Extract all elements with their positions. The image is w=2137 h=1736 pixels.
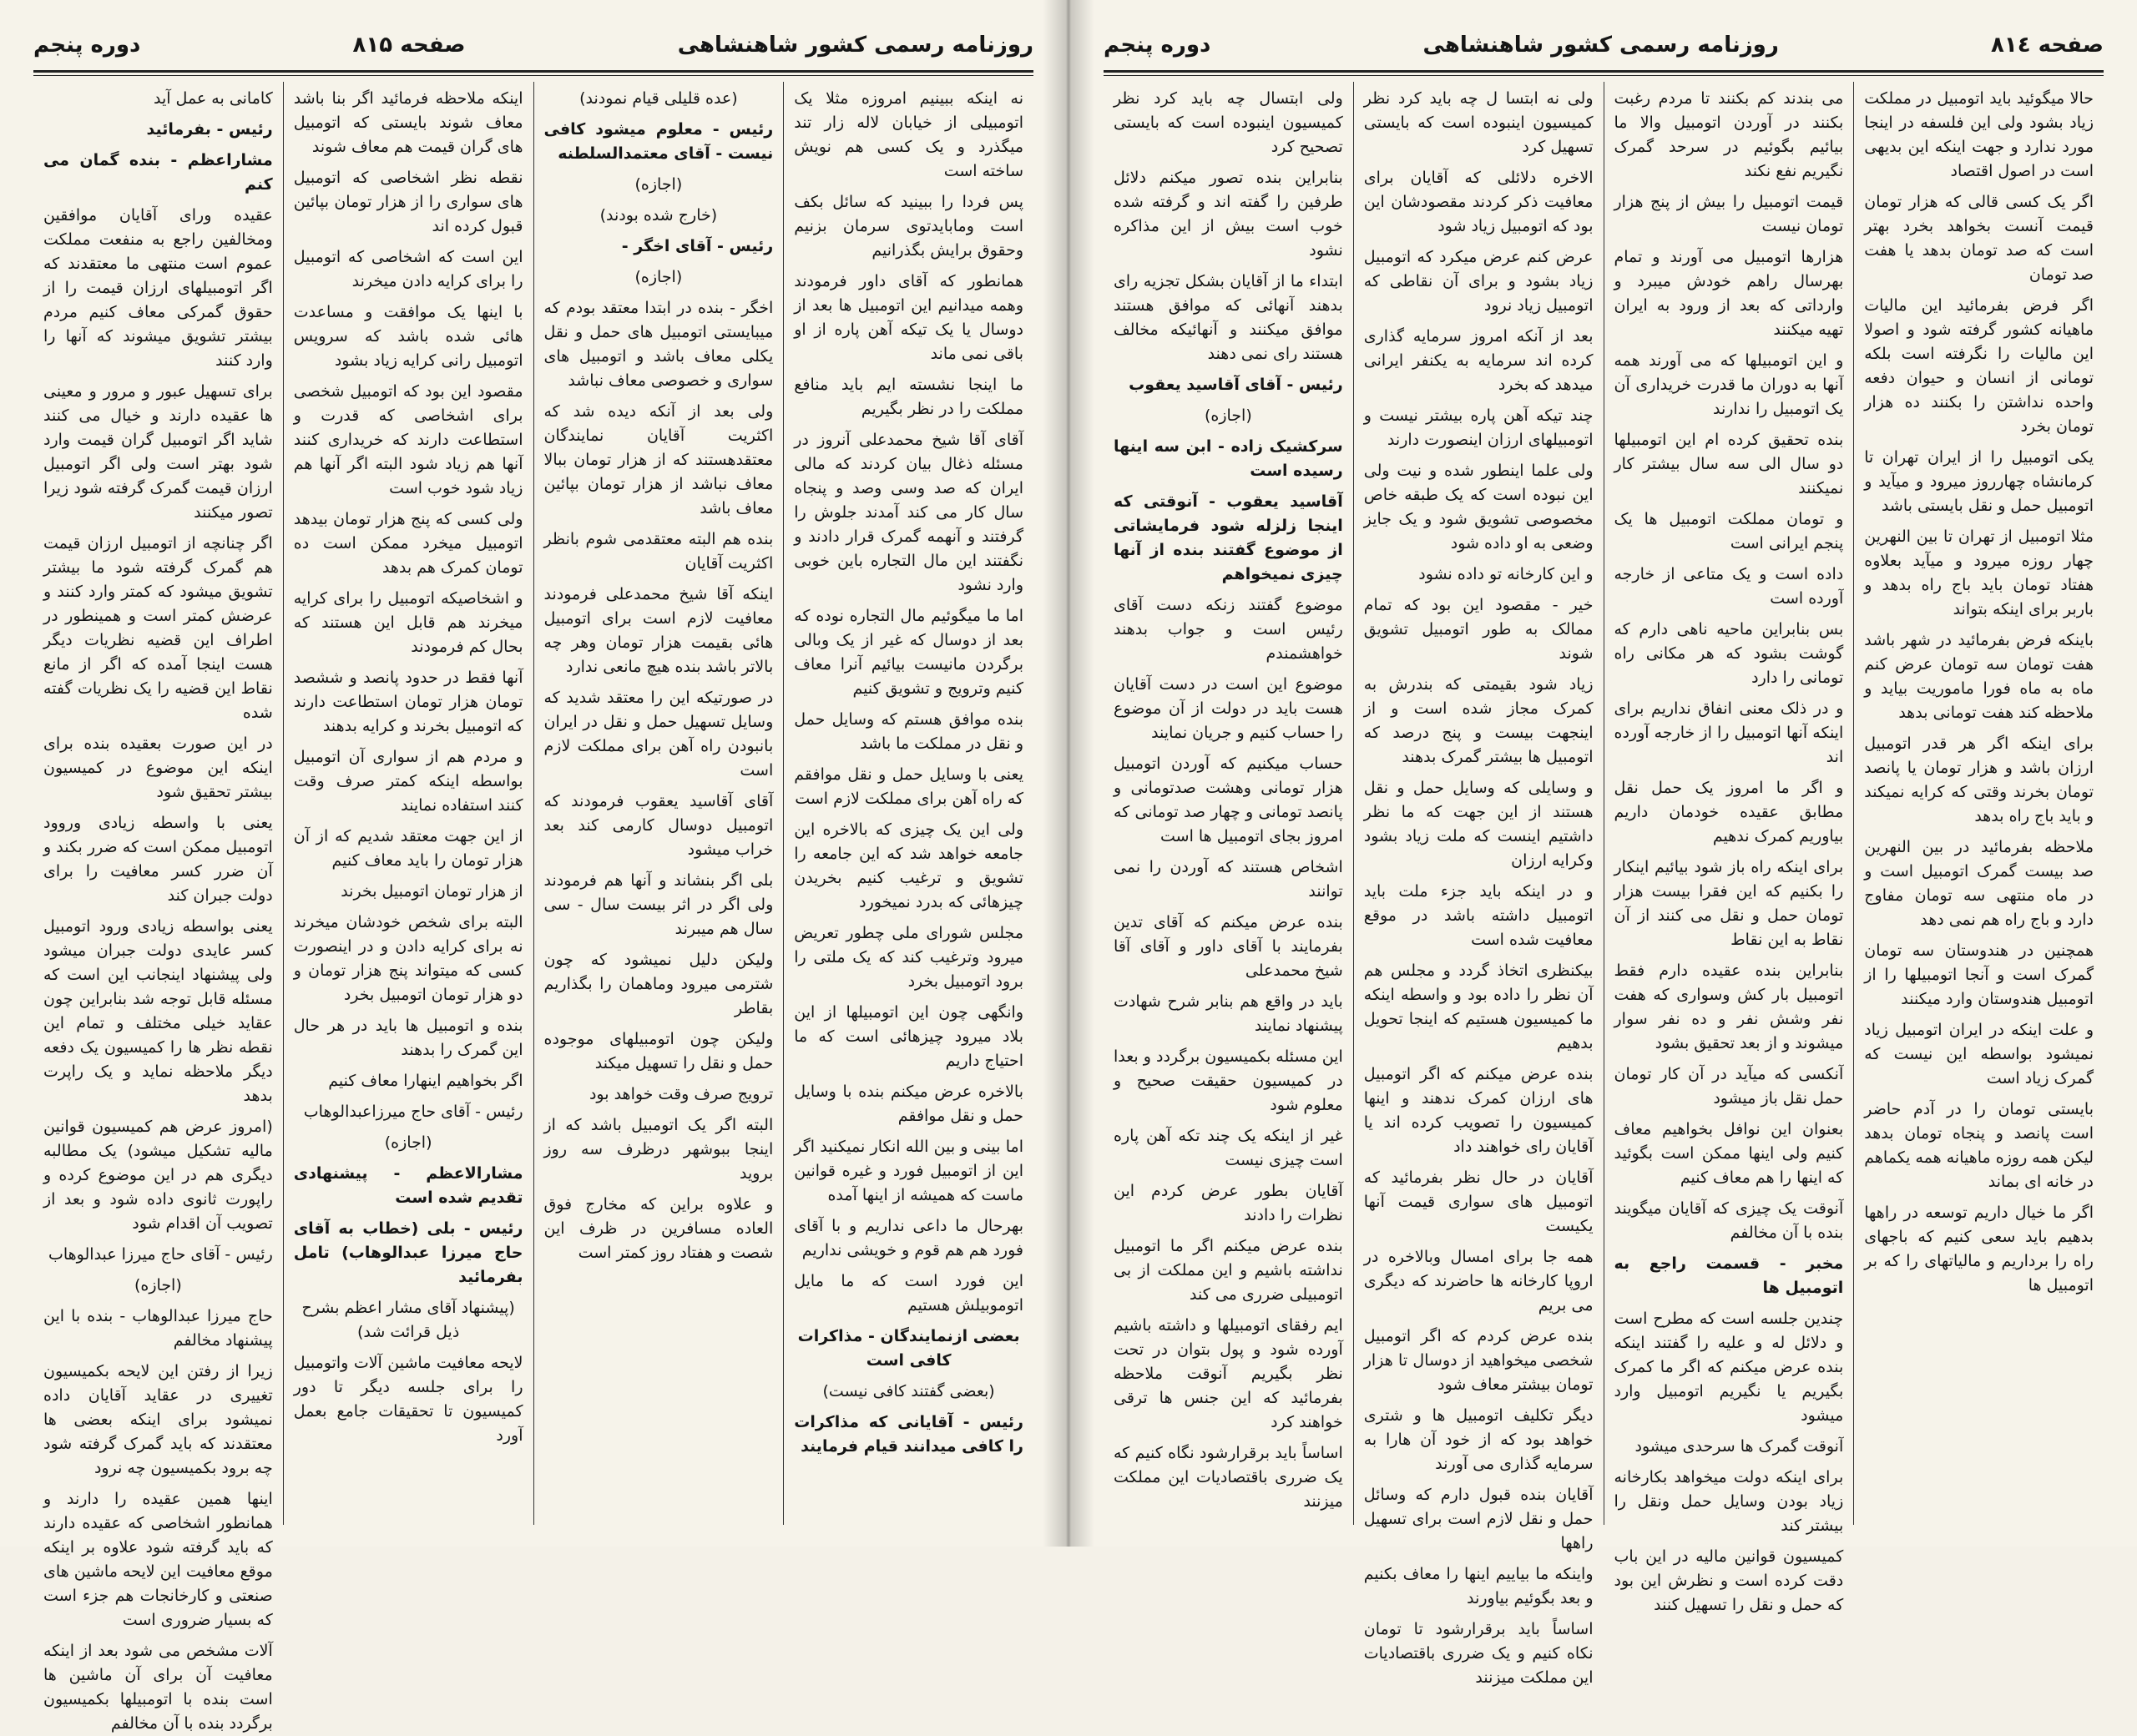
paragraph: اینها همین عقیده را دارند و همانطور اشخاصی که عقیده دارند که باید گرفته شود علاوه بر اینکه موقع معافیت این لایحه ماشین های صنعتی و کارخانجات هم جزء است که بسیار ضروری است <box>43 1490 273 1629</box>
speaker-line: رئیس - معلوم میشود کافی نیست - آقای معتمدالسلطنه <box>543 120 774 163</box>
text-column <box>783 82 1033 1525</box>
speaker-line: رئیس - بفرمائید <box>146 120 273 139</box>
paragraph: رئیس - آقای حاج میرزا عبدالوهاب <box>48 1245 273 1264</box>
paragraph: ترویج صرف وقت خواهد بود <box>589 1085 774 1103</box>
paragraph: آنوقت گمرک ها سرحدی میشود <box>1634 1437 1844 1456</box>
header-volume: دوره پنجم <box>1104 33 1211 58</box>
paragraph: بنده موافق هستم که وسایل حمل و نقل در مملکت ما باشد <box>794 710 1023 753</box>
paragraph: آلات مشخص می شود بعد از اینکه معافیت آن برای آن ماشین ها است بنده با اتومبیلها بکمیسیون برگردد بنده با آن مخالفم <box>43 1642 273 1733</box>
page-814 <box>1070 0 2137 1687</box>
paragraph: اساساً باید برقرارشود نگاه کنیم که یک ضرری باقتصادیات این مملکت میزنند <box>1114 1444 1343 1511</box>
text-column <box>1853 82 2104 1525</box>
speaker-line: مشارالاعظم - پیشنهادی تقدیم شده است <box>293 1164 523 1207</box>
speaker-line: سرکشیک زاده - ابن سه اینها رسیده است <box>1114 437 1343 480</box>
paragraph: بنده عرض کردم که اگر اتومبیل شخصی میخواهید از دوسال تا هزار تومان بیشتر معاف شود <box>1363 1327 1594 1394</box>
paragraph: بیکنظری اتخاذ گردد و مجلس هم آن نظر را داده بود و واسطه اینکه ما کمیسیون هستیم که اینجا تحویل بدهیم <box>1363 961 1594 1052</box>
parenthetical-note: (خارج شده بودند) <box>599 206 718 225</box>
paragraph: و اشخاصیکه اتومبیل را برای کرایه میخرند هم قابل این هستند که بحال کم فرمودند <box>293 589 523 656</box>
paragraph: ولی علما اینطور شده و نیت ولی این نبوده است که یک طبقه خاص مخصوصی تشویق شود و یک جایز وضعی به او داده شود <box>1363 462 1594 553</box>
speaker-line: رئیس - آقایانی که مذاکرات را کافی میدانند قیام فرمایند <box>794 1413 1023 1456</box>
paragraph: اگر ما خیال داریم توسعه در راهها بدهیم باید سعی کنیم که باجهای راه را برداریم و مالیاتهای را که بر اتومبیل ها <box>1864 1204 2094 1294</box>
paragraph: اگر بخواهیم اینهارا معاف کنیم <box>328 1072 523 1090</box>
paragraph: برای اینکه اگر هر قدر اتومبیل ارزان باشد و هزار تومان یا پانصد تومان بخرند وقتی که کرایه نمیکند و باید باج راه بدهد <box>1864 734 2094 825</box>
paragraph: عقیده ورای آقایان موافقین ومخالفین راجع به منفعت مملکت عموم است منتهی ما معتقدند که اگر اتومبیلهای ارزان قیمت را از حقوق گمرکی معاف کنیم مردم بیشتر تشویق میشوند که آنها را وارد کنند <box>43 206 273 370</box>
paragraph: اخگر - بنده در ابتدا معتقد بودم که میبایستی اتومبیل های حمل و نقل یکلی معاف باشد و اتومبیل های سواری و خصوصی معاف نباشد <box>543 299 774 390</box>
speaker-line: مشاراعظم - بنده گمان می کنم <box>43 151 273 194</box>
header-newspaper-title: روزنامه رسمی کشور شاهنشاهی <box>1422 33 1779 58</box>
paragraph: و علاوه براین که مخارج فوق العاده مسافرین در ظرف این شصت و هفتاد روز کمتر است <box>543 1195 774 1262</box>
paragraph: ایم رفقای اتومبیلها و داشته باشیم آورده شود و پول بتوان در تحت نظر بگیریم آنوقت ملاحظه بفرمائید که این جنس ها ترقی خواهند کرد <box>1114 1316 1343 1431</box>
paragraph: نه اینکه ببینیم امروزه مثلا یک اتومبیلی از خیابان لاله زار تند میگذرد و یک کسی هم نویش ساخته است <box>794 89 1023 180</box>
paragraph: ابتداء ما از آقایان بشکل تجزیه رای بدهند آنهائی که موافق هستند موافق میکنند و آنهائیکه مخالف هستند رای نمی دهند <box>1114 272 1343 363</box>
paragraph: باینکه فرض بفرمائید در شهر باشد هفت تومان سه تومان عرض کنم ماه به ماه فورا ماموریت بیاید و ملاحظه کند هفت تومانی بدهد <box>1864 631 2094 722</box>
parenthetical-note: (اجازه) <box>1204 406 1252 425</box>
paragraph: و این اتومبیلها که می آورند همه آنها به دوران ما قدرت خریداری آن یک اتومبیل را ندارند <box>1614 351 1844 418</box>
paragraph: ولی ابتسال چه باید کرد نظر کمیسیون اینبوده است که بایستی تصحیح کرد <box>1114 89 1343 156</box>
paragraph: ولیکن چون اتومبیلهای موجوده حمل و نقل را تسهیل میکند <box>543 1030 774 1072</box>
header-page-number: صفحه ۸۱۵ <box>352 33 466 58</box>
paragraph: موضوع گفتند زنکه دست آقای رئیس است و جواب بدهند خواهشمندم <box>1114 596 1343 663</box>
paragraph: یعنی با وسایل حمل و نقل موافقم که راه آهن برای مملکت لازم است <box>794 765 1023 808</box>
page-header <box>1104 25 2104 65</box>
header-rule-thin <box>33 75 1033 76</box>
text-column <box>533 82 784 1525</box>
page-header <box>33 25 1033 65</box>
paragraph: در صورتیکه این را معتقد شدید که وسایل تسهیل حمل و نقل در ایران بانبودن راه آهن برای مملکت لازم است <box>543 689 774 780</box>
paragraph: برای اینکه دولت میخواهد بکارخانه زیاد بودن وسایل حمل ونقل را بیشتر کند <box>1614 1468 1844 1535</box>
paragraph: چند تیکه آهن پاره بیشتر نیست و اتومبیلهای ارزان اینصورت دارند <box>1363 406 1594 449</box>
paragraph: اگر یک کسی قالی که هزار تومان قیمت آنست بخواهد بخرد بهتر است که صد تومان بدهد یا هفت صد تومان <box>1864 193 2094 284</box>
paragraph: آقایان در حال نظر بفرمائید که اتومبیل های سواری قیمت آنها یکیست <box>1363 1168 1594 1235</box>
paragraph: اگر چنانچه از اتومبیل ارزان قیمت هم گمرک گرفته شود ما بیشتر تشویق میشود که کمتر وارد کنند و عرضش کمتر است و همینطور در اطراف این قضیه نظریات دیگر هست اینجا آمده که اگر از مانع نقاط این قضیه را یک نظریات گفته شده <box>43 534 273 722</box>
paragraph: آنوقت یک چیزی که آقایان میگویند بنده با آن مخالفم <box>1614 1199 1844 1242</box>
paragraph: و مردم هم از سواری آن اتومبیل بواسطه اینکه کمتر صرف وقت کنند استفاده نمایند <box>293 748 523 815</box>
paragraph: رئیس - آقای حاج میرزاعبدالوهاب <box>303 1103 523 1121</box>
paragraph: ولی کسی که پنج هزار تومان بیدهد اتومبیل میخرد ممکن است ده تومان کمرک هم بدهد <box>293 510 523 577</box>
paragraph: آقای آقاسید یعقوب فرمودند که اتومبیل دوسال کارمی کند بعد خراب میشود <box>543 792 774 859</box>
centered-heading: بعضی ازنمایندگان - مذاکرات کافی است <box>797 1327 1020 1370</box>
paragraph: باید در واقع هم بنابر شرح شهادت پیشنهاد نمایند <box>1114 992 1343 1035</box>
paragraph: برای اینکه راه باز شود بیائیم اینکار را بکنیم که این فقرا بیست هزار تومان حمل و نقل می کنند از آن نقاط به این نقاط <box>1614 858 1844 949</box>
paragraph: خیر - مقصود این بود که تمام ممالک به طور اتومبیل تشویق شوند <box>1363 596 1594 663</box>
paragraph: مقصود این بود که اتومبیل شخصی برای اشخاصی که قدرت و استطاعت دارند که خریداری کنند آنها هم زیاد شود البته اگر آنها هم زیاد شود خوب است <box>293 382 523 497</box>
paragraph: اما ما میگوئیم مال التجاره نوده که بعد از دوسال که غیر از یک وبالی برگردن مانیست بیائیم آنرا معاف کنیم وترویج و تشویق کنیم <box>794 607 1023 698</box>
paragraph: زیاد شود بقیمتی که بندرش به کمرک مجاز شده است و از اینجهت بیست و پنج درصد که اتومبیل ها بیشتر گمرک بدهند <box>1363 675 1594 766</box>
paragraph: بعنوان این نوافل بخواهیم معاف کنیم ولی اینها ممکن است بگوئید که اینها را هم معاف کنیم <box>1614 1120 1844 1187</box>
paragraph: و علت اینکه در ایران اتومبیل زیاد نمیشود بواسطه این نیست که گمرک زیاد است <box>1864 1021 2094 1088</box>
text-column <box>1604 82 1854 1614</box>
paragraph: بنابراین بنده عقیده دارم فقط اتومبیل بار کش وسواری که هفت نفر وشش نفر و ده نفر سوار میشوند و از بعد تحقیق بشود <box>1614 961 1844 1052</box>
paragraph: حساب میکنیم که آوردن اتومبیل هزار تومانی وهشت صدتومانی و پانصد تومانی و چهار صد تومانی که امروز بجای اتومبیل ها است <box>1114 754 1343 845</box>
paragraph: حالا میگوئید باید اتومبیل در مملکت زیاد بشود ولی این فلسفه در اینجا مورد ندارد و جهت اینکه این بدیهی است در اصول اقتصاد <box>1864 89 2094 180</box>
paragraph: چندین جلسه است که مطرح است و دلائل له و علیه را گفتند اینکه بنده عرض میکنم که اگر ما کمرک بگیریم یا نگیریم اتومبیل وارد میشود <box>1614 1310 1844 1425</box>
paragraph: وانگهی چون این اتومبیلها از این بلاد میرود چیزهائی است که ما احتیاج داریم <box>794 1003 1023 1070</box>
paragraph: بعد از آنکه امروز سرمایه گذاری کرده اند سرمایه به یکنفر ایرانی میدهد که بخرد <box>1363 327 1594 394</box>
paragraph: و این کارخانه تو داده نشود <box>1418 565 1594 583</box>
paragraph: اگر فرض بفرمائید این مالیات ماهیانه کشور گرفته شود و اصولا این مالیات را نگرفته است بلکه تومانی از انسان و حیوان دفعه واحده نداشتن را بکنند ده هزار تومان بخرد <box>1864 296 2094 436</box>
paragraph: از هزار تومان اتومبیل بخرند <box>341 882 523 901</box>
paragraph: بنابراین بنده تصور میکنم دلائل طرفین را گفته اند و گرفته شده خوب است بیش از این مذاکره نشود <box>1114 169 1343 260</box>
paragraph: همانطور که آقای داور فرمودند وهمه میدانیم این اتومبیل ها بعد از دوسال یا یک تیکه آهن پاره از او باقی نمی ماند <box>794 272 1023 363</box>
paragraph: غیر از اینکه یک چند تکه آهن پاره است چیزی نیست <box>1114 1127 1343 1169</box>
paragraph: ولی نه ابتسا ل چه باید کرد نظر کمیسیون اینبوده است که بایستی تسهیل کرد <box>1363 89 1594 156</box>
paragraph: همه جا برای امسال وبالاخره در اروپا کارخانه ها حاضرند که دیگری می بریم <box>1363 1248 1594 1315</box>
paragraph: و تومان مملکت اتومبیل ها یک پنجم ایرانی است <box>1614 510 1844 553</box>
paragraph: بنده عرض میکنم اگر ما اتومبیل نداشته باشیم و این مملکت از بی اتومبیلی ضرری می کند <box>1114 1237 1343 1304</box>
paragraph: یعنی بواسطه زیادی ورود اتومبیل کسر عایدی دولت جبران میشود ولی پیشنهاد اینجانب این است که مسئله قابل توجه شد بنابراین چون عقاید خیلی مختلف و تمام این نقطه نظر ها را کمیسیون یک دفعه دیگر ملاحظه نماید و یک راپرت بدهد <box>43 917 273 1105</box>
paragraph: کمیسیون قوانین مالیه در این باب دقت کرده است و نظرش این بود که حمل و نقل را تسهیل کنند <box>1614 1547 1844 1614</box>
paragraph: از این جهت معتقد شدیم که از آن هزار تومان را باید معاف کنیم <box>293 827 523 870</box>
paragraph: البته اگر یک اتومبیل باشد که از اینجا ببوشهر درظرف سه روز بروید <box>543 1116 774 1183</box>
header-page-number: صفحه ۸۱٤ <box>1990 33 2104 58</box>
parenthetical-note: (اجازه) <box>134 1276 182 1294</box>
paragraph: آقایان بطور عرض کردم این نظرات را دادند <box>1114 1182 1343 1224</box>
paragraph: پس فردا را ببینید که سائل بکف است ومابایدتوی سرمان بزنیم وحقوق برایش بگذرانیم <box>794 193 1023 260</box>
paragraph: لایحه معافیت ماشین آلات واتومبیل را برای جلسه دیگر تا دور کمیسیون تا تحقیقات جامع بعمل آورد <box>293 1354 523 1445</box>
paragraph: اینکه ملاحظه فرمائید اگر بنا باشد معاف شوند بایستی که اتومبیل های گران قیمت هم معاف شوند <box>293 89 523 156</box>
paragraph: حاج میرزا عبدالوهاب - بنده با این پیشنهاد مخالفم <box>43 1307 273 1350</box>
parenthetical-note: (اجازه) <box>634 268 683 286</box>
paragraph: مثلا اتومبیل از تهران تا بین النهرین چهار روزه میرود و میآید بعلاوه هفتاد تومان باید باج راه بدهد و باربر برای اینکه بتواند <box>1864 527 2094 618</box>
paragraph: مجلس شورای ملی چطور تعریض میرود وترغیب کند که یک ملتی را برود اتومبیل بخرد <box>794 924 1023 991</box>
paragraph: اینکه آقا شیخ محمدعلی فرمودند معافیت لازم است برای اتومبیل هائی بقیمت هزار تومان وهر چه بالاتر باشد بنده هیچ مانعی ندارد <box>543 585 774 676</box>
paragraph: بنده تحقیق کرده ام این اتومبیلها دو سال الی سه سال بیشتر کار نمیکنند <box>1614 431 1844 497</box>
paragraph: بنده هم البته معتقدمی شوم بانظر اکثریت آقایان <box>543 530 774 573</box>
paragraph: می بندند کم بکنند تا مردم رغبت بکنند در آوردن اتومبیل والا ما بیائیم بگوئیم در سرحد گمرک نگیریم نفع نکند <box>1614 89 1844 180</box>
paragraph: اما بینی و بین الله انکار نمیکنید اگر این از اتومبیل فورد و غیره قوانین ماست که همیشه از اینها آمده <box>794 1138 1023 1204</box>
paragraph: بایستی تومان را در آدم حاضر است پانصد و پنجاه تومان بدهد لیکن همه روزه ماهیانه همه یکماهم در خانه ای بماند <box>1864 1100 2094 1191</box>
paragraph: بنده عرض میکنم که آقای تدین بفرمایند با آقای داور و آقای آقا شیخ محمدعلی <box>1114 913 1343 980</box>
parenthetical-note: (عده قلیلی قیام نمودند) <box>579 89 738 108</box>
paragraph: این فورد است که ما مایل اتوموبیلش هستیم <box>794 1272 1023 1315</box>
parenthetical-note: (بعضی گفتند کافی نیست) <box>822 1382 995 1400</box>
paragraph: و در اینکه باید جزء ملت باید اتومبیل داشته باشد در موقع معافیت شده است <box>1363 882 1594 949</box>
header-volume: دوره پنجم <box>33 33 141 58</box>
paragraph: بهرحال ما داعی نداریم و با آقای فورد هم هم قوم و خویشی نداریم <box>794 1217 1023 1259</box>
paragraph: دیگر تکلیف اتومبیل ها و شتری خواهد بود که از خود آن هارا به سرمایه گذاری می آورند <box>1363 1406 1594 1473</box>
paragraph: آقایان بنده قبول دارم که وسائل حمل و نقل لازم است برای تسهیل راهها <box>1363 1486 1594 1552</box>
paragraph: بنده و اتومبیل ها باید در هر حال این گمرک را بدهند <box>293 1017 523 1059</box>
paragraph: ولی بعد از آنکه دیده شد که اکثریت آقایان نمایندگان معتقدهستند که از هزار تومان ببالا معاف نباشد از هزار تومان بپائین معاف باشد <box>543 402 774 517</box>
paragraph: واینکه ما بیاییم اینها را معاف بکنیم و بعد بگوئیم بیاورند <box>1363 1565 1594 1607</box>
paragraph: این است که اشخاصی که اتومبیل را برای کرایه دادن میخرند <box>293 248 523 290</box>
paragraph: عرض کنم عرض میکرد که اتومبیل زیاد بشود و برای آن نقاطی که اتومبیل زیاد نرود <box>1363 248 1594 315</box>
speaker-line: آقاسید یعقوب - آنوقتی که اینجا زلزله شود فرمایشاتی از موضوع گفتند بنده از آنها چیزی نمیخواهم <box>1114 492 1343 583</box>
paragraph: یکی اتومبیل را از ایران تهران تا کرمانشاه چهارروز میرود و میآید و اتومبیل حمل و نقل بایستی باشد <box>1864 448 2094 515</box>
paragraph: بالاخره عرض میکنم بنده با وسایل حمل و نقل موافقم <box>794 1082 1023 1125</box>
paragraph: در این صورت بعقیده بنده برای اینکه این موضوع در کمیسیون بیشتر تحقیق شود <box>43 734 273 801</box>
paragraph: ولیکن دلیل نمیشود که چون شترمی میرود وماهمان را بگذاریم بقاطر <box>543 951 774 1017</box>
paragraph: زیرا از رفتن این لایحه بکمیسیون تغییری در عقاید آقایان داده نمیشود برای اینکه بعضی ها معتقدند که باید گمرک گرفته شود چه برود بکمیسیون چه نرود <box>43 1362 273 1477</box>
speaker-line: رئیس - آقای آقاسید یعقوب <box>1129 376 1343 394</box>
text-columns <box>1104 82 2104 1687</box>
text-column <box>1104 82 1353 1525</box>
paragraph: یعنی با واسطه زیادی وروود اتومبیل ممکن است که ضرر بکند و آن ضرر کسر معافیت را برای دولت جبران کند <box>43 814 273 905</box>
paragraph: آنکسی که میآید در آن کار تومان حمل نقل باز میشود <box>1614 1065 1844 1108</box>
paragraph: داده است و یک متاعی از خارجه آورده است <box>1614 565 1844 608</box>
header-newspaper-title: روزنامه رسمی کشور شاهنشاهی <box>677 33 1033 58</box>
paragraph: بلی اگر بنشاند و آنها هم فرمودند ولی اگر در اثر بیست سال - سی سال هم میبرند <box>543 871 774 938</box>
text-column <box>1353 82 1604 1687</box>
paragraph: ملاحظه بفرمائید در بین النهرین صد بیست گمرک اتومبیل است و در ماه منتهی سه تومان مفاوج دارد و باج راه هم نمی دهد <box>1864 838 2094 929</box>
paragraph: نقطه نظر اشخاصی که اتومبیل های سواری را از هزار تومان بپائین قبول کرده اند <box>293 169 523 235</box>
paragraph: و وسایلی که وسایل حمل و نقل هستند از این جهت که ما نظر داشتیم اینست که ملت زیاد بشود وکرایه ارزان <box>1363 779 1594 870</box>
paragraph: الاخره دلائلی که آقایان برای معافیت ذکر کردند مقصودشان این بود که اتومبیل زیاد شود <box>1363 169 1594 235</box>
text-column <box>283 82 533 1525</box>
paragraph: بس بنابراین ماحیه ناهی دارم که گوشت بشود که هر مکانی راه تومانی را دارد <box>1614 620 1844 687</box>
paragraph: موضوع این است در دست آقایان هست باید در دولت از آن موضوع را حساب کنیم و جریان نمایند <box>1114 675 1343 742</box>
speaker-line: رئیس - آقای اخگر - <box>621 237 774 255</box>
text-column <box>33 82 283 1733</box>
paragraph: و در ذلک معنی انفاق نداریم برای اینکه آنها اتومبیل را از خارجه آورده اند <box>1614 699 1844 766</box>
parenthetical-note: (اجازه) <box>634 175 683 194</box>
paragraph: هزارها اتومبیل می آورند و تمام بهرسال راهم خودش میبرد و وارداتی که بعد از ورود به ایران تهیه میکنند <box>1614 248 1844 339</box>
paragraph: همچنین در هندوستان سه تومان گمرک است و آنجا اتومبیلها را از اتومبیل هندوستان وارد میکنند <box>1864 941 2094 1008</box>
paragraph: و اگر ما امروز یک حمل نقل مطابق عقیده خودمان داریم بیاوریم کمرک ندهیم <box>1614 779 1844 845</box>
speaker-line: رئیس - بلی (خطاب به آقای حاج میرزا عبدالوهاب) تامل بفرمائید <box>293 1219 523 1286</box>
paragraph: قیمت اتومبیل را بیش از پنج هزار تومان نیست <box>1614 193 1844 235</box>
paragraph: این مسئله بکمیسیون برگردد و بعدا در کمیسیون حقیقت صحیح و معلوم شود <box>1114 1047 1343 1114</box>
paragraph: اشخاص هستند که آوردن را نمی توانند <box>1114 858 1343 901</box>
parenthetical-note: (اجازه) <box>384 1133 432 1152</box>
paragraph: با اینها یک موافقت و مساعدت هائی شده باشد که سرویس اتومبیل رانی کرایه زیاد بشود <box>293 303 523 370</box>
header-rule <box>1104 70 2104 73</box>
text-columns <box>33 82 1033 1733</box>
paragraph: البته برای شخص خودشان میخرند نه برای کرایه دادن و در اینصورت کسی که میتواند پنج هزار تومان و دو هزار تومان اتومبیل بخرد <box>293 913 523 1004</box>
paragraph: (امروز عرض هم کمیسیون قوانین مالیه تشکیل میشود) یک مطالبه دیگری هم در این موضوع کرده و راپورت ثانوی داده شود و بعد از تصویب آن اقدام شود <box>43 1118 273 1233</box>
header-rule <box>33 70 1033 73</box>
paragraph: برای تسهیل عبور و مرور و معینی ها عقیده دارند و خیال می کنند شاید اگر اتومبیل گران قیمت وارد شود بهتر است ولی اگر اتومبیل ارزان قیمت گمرک گرفته شود زیرا تصور میکنند <box>43 382 273 522</box>
paragraph: کامانی به عمل آید <box>153 89 273 108</box>
header-rule-thin <box>1104 75 2104 76</box>
page-815 <box>0 0 1067 1733</box>
speaker-line: مخبر - قسمت راجع به اتومبیل ها <box>1614 1254 1844 1297</box>
paragraph: آنها فقط در حدود پانصد و ششصد تومان هزار تومان استطاعت دارند که اتومبیل بخرند و کرایه بدهند <box>293 669 523 735</box>
paragraph: بنده عرض میکنم که اگر اتومبیل های ارزان کمرک ندهند و اینها کمیسیون را تصویب کرده اند یا آقایان رای خواهند داد <box>1363 1065 1594 1156</box>
paragraph: ولی این یک چیزی که بالاخره این جامعه خواهد شد که این جامعه را تشویق و ترغیب کنیم بخریدن چیزهائی که بدرد نمیخورد <box>794 820 1023 911</box>
paragraph: اساساً باید برقرارشود تا تومان نکاه کنیم و یک ضرری باقتصادیات این مملکت میزنند <box>1363 1620 1594 1687</box>
paragraph: آقای آقا شیخ محمدعلی آنروز در مسئله ذغال بیان کردند که مالی ایران که صد وسی وصد و پنجاه سال کار می کند آمدند جلوش را گرفتند و آنهمه گمرک قرار دادند و نگفتند این مال التجاره باین خوبی وارد نشود <box>794 431 1023 594</box>
parenthetical-note: (پیشنهاد آقای مشار اعظم بشرح ذیل قرائت شد) <box>301 1299 515 1341</box>
paragraph: ما اینجا نشسته ایم باید منافع مملکت را در نظر بگیریم <box>794 376 1023 418</box>
